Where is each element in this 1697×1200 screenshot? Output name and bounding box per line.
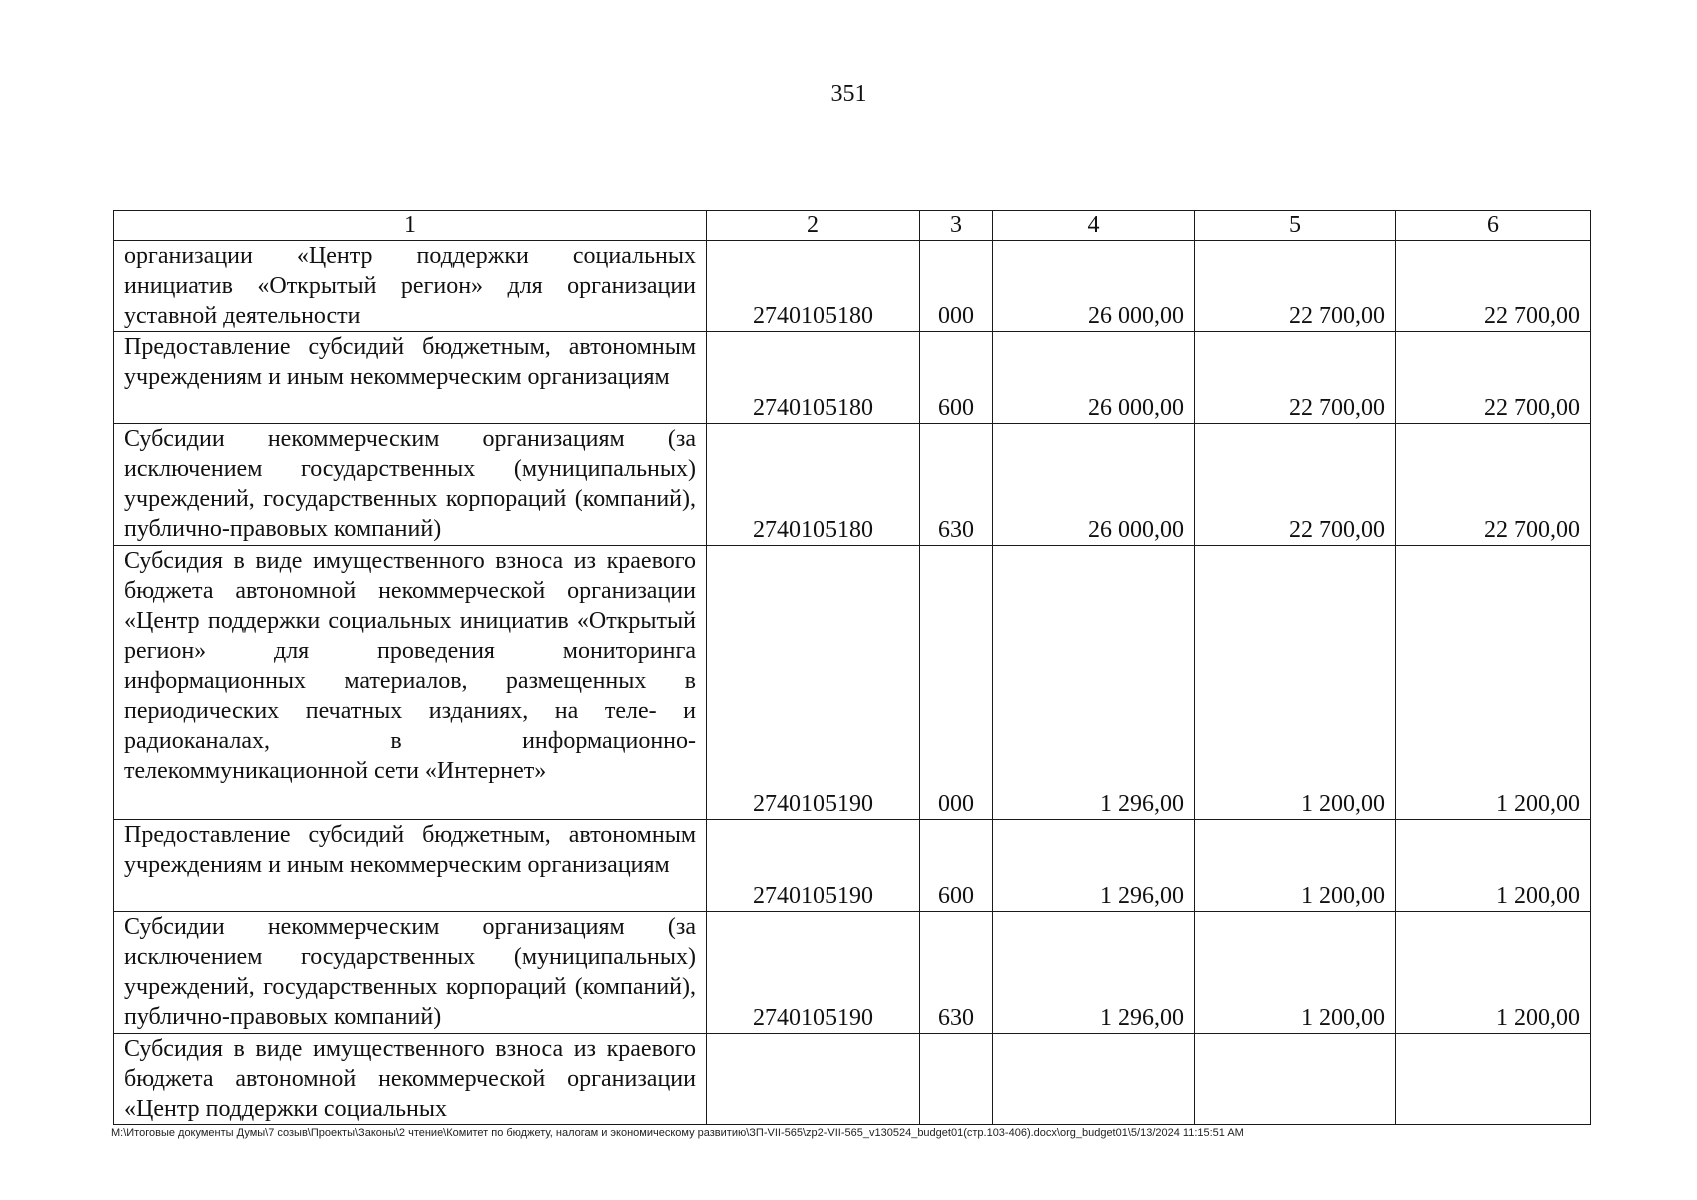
amount-col-4: 1 296,00 bbox=[993, 546, 1195, 820]
column-header: 6 bbox=[1396, 211, 1591, 241]
expense-type-code: 000 bbox=[920, 241, 993, 332]
row-name: Предоставление субсидий бюджетным, автономным учреждениям и иным некоммерческим организациям bbox=[114, 332, 707, 424]
amount-col-4 bbox=[993, 1034, 1195, 1125]
expense-type-code: 000 bbox=[920, 546, 993, 820]
column-header: 1 bbox=[114, 211, 707, 241]
amount-col-4: 26 000,00 bbox=[993, 241, 1195, 332]
column-header: 5 bbox=[1195, 211, 1396, 241]
amount-col-6: 1 200,00 bbox=[1396, 820, 1591, 912]
amount-col-5: 22 700,00 bbox=[1195, 332, 1396, 424]
table-row bbox=[114, 546, 1591, 820]
amount-col-5: 22 700,00 bbox=[1195, 424, 1396, 546]
amount-col-6: 22 700,00 bbox=[1396, 241, 1591, 332]
budget-table bbox=[113, 210, 1591, 1125]
expense-type-code bbox=[920, 1034, 993, 1125]
expense-type-code: 600 bbox=[920, 820, 993, 912]
row-name: Субсидия в виде имущественного взноса из краевого бюджета автономной некоммерческой организации «Центр поддержки социальных bbox=[114, 1034, 707, 1125]
expense-type-code: 600 bbox=[920, 332, 993, 424]
target-article-code: 2740105190 bbox=[707, 546, 920, 820]
amount-col-6: 1 200,00 bbox=[1396, 546, 1591, 820]
amount-col-5: 1 200,00 bbox=[1195, 912, 1396, 1034]
row-name: Субсидии некоммерческим организациям (за исключением государственных (муниципальных) учреждений, государственных корпораций (компаний), публично-правовых компаний) bbox=[114, 912, 707, 1034]
amount-col-4: 26 000,00 bbox=[993, 332, 1195, 424]
amount-col-5: 22 700,00 bbox=[1195, 241, 1396, 332]
amount-col-6: 1 200,00 bbox=[1396, 912, 1591, 1034]
amount-col-6: 22 700,00 bbox=[1396, 424, 1591, 546]
row-name: Субсидия в виде имущественного взноса из краевого бюджета автономной некоммерческой организации «Центр поддержки социальных инициатив «Открытый регион» для проведения мониторинга информационных материалов, размещенных в периодических печатных изданиях, на теле- и радиоканалах, в информационно-телекоммуникационной сети «Интернет» bbox=[114, 546, 707, 820]
table-header-row bbox=[114, 211, 1591, 241]
document-file-path: M:\Итоговые документы Думы\7 созыв\Проекты\Законы\2 чтение\Комитет по бюджету, налогам и экономическому развитию\ЗП-VII-565\zp2-VII-565_v130524_budget01(стр.103-406).docx\org_budget01\5/13/2024 11:15:51 AM bbox=[111, 1127, 1244, 1139]
row-name: организации «Центр поддержки социальных инициатив «Открытый регион» для организации уставной деятельности bbox=[114, 241, 707, 332]
amount-col-4: 1 296,00 bbox=[993, 912, 1195, 1034]
target-article-code: 2740105190 bbox=[707, 820, 920, 912]
row-name: Предоставление субсидий бюджетным, автономным учреждениям и иным некоммерческим организациям bbox=[114, 820, 707, 912]
expense-type-code: 630 bbox=[920, 424, 993, 546]
amount-col-5: 1 200,00 bbox=[1195, 546, 1396, 820]
target-article-code: 2740105180 bbox=[707, 241, 920, 332]
amount-col-4: 26 000,00 bbox=[993, 424, 1195, 546]
amount-col-5: 1 200,00 bbox=[1195, 820, 1396, 912]
table-row bbox=[114, 912, 1591, 1034]
amount-col-6 bbox=[1396, 1034, 1591, 1125]
row-name: Субсидии некоммерческим организациям (за исключением государственных (муниципальных) учреждений, государственных корпораций (компаний), публично-правовых компаний) bbox=[114, 424, 707, 546]
amount-col-4: 1 296,00 bbox=[993, 820, 1195, 912]
expense-type-code: 630 bbox=[920, 912, 993, 1034]
target-article-code: 2740105180 bbox=[707, 424, 920, 546]
column-header: 4 bbox=[993, 211, 1195, 241]
column-header: 3 bbox=[920, 211, 993, 241]
table-row bbox=[114, 1034, 1591, 1125]
target-article-code bbox=[707, 1034, 920, 1125]
amount-col-5 bbox=[1195, 1034, 1396, 1125]
column-header: 2 bbox=[707, 211, 920, 241]
table-row bbox=[114, 424, 1591, 546]
amount-col-6: 22 700,00 bbox=[1396, 332, 1591, 424]
page-number: 351 bbox=[830, 81, 867, 107]
table-row bbox=[114, 820, 1591, 912]
table-row bbox=[114, 332, 1591, 424]
target-article-code: 2740105180 bbox=[707, 332, 920, 424]
table-row bbox=[114, 241, 1591, 332]
target-article-code: 2740105190 bbox=[707, 912, 920, 1034]
